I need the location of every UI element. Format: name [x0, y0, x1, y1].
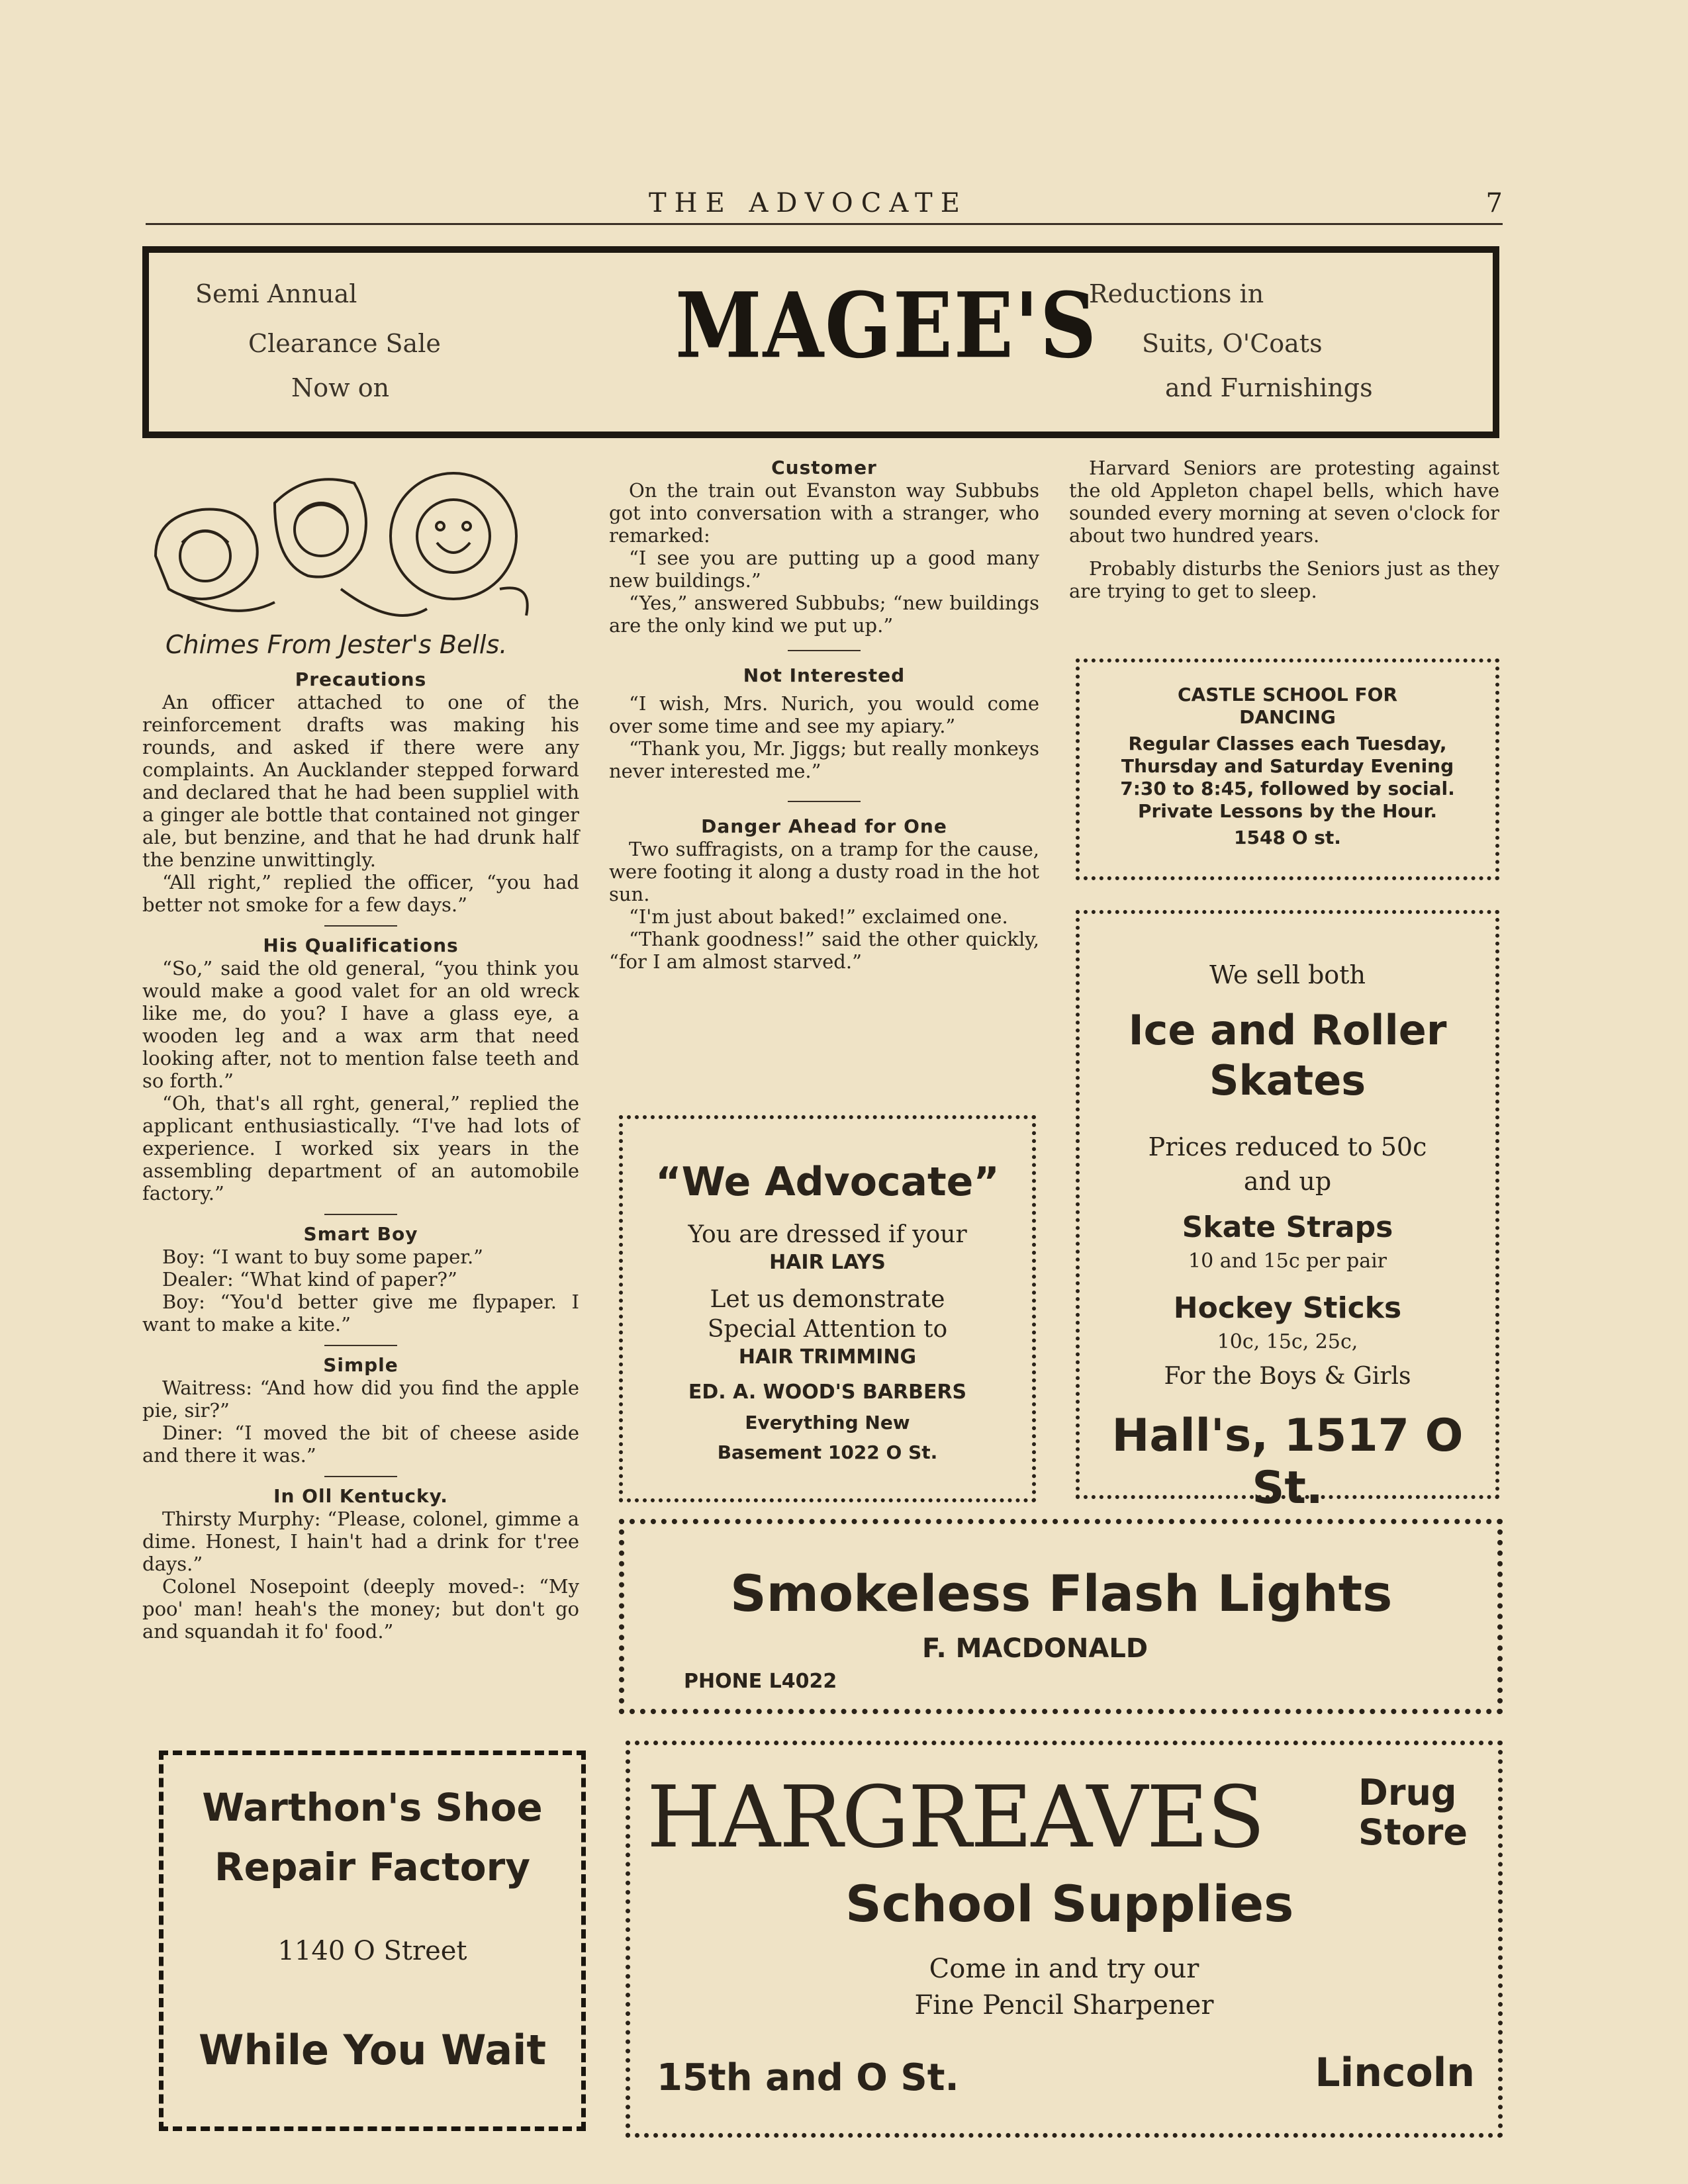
column-1: [142, 668, 579, 1643]
wood-line-7: Everything New: [745, 1412, 910, 1433]
qualifications-heading: His Qualifications: [263, 934, 459, 956]
halls-intro: We sell both: [1209, 960, 1366, 989]
castle-line-4: Private Lessons by the Hour.: [1137, 800, 1438, 822]
smart-boy-line-2: Dealer: “What kind of paper?”: [162, 1268, 457, 1291]
castle-school-ad: [1076, 659, 1499, 880]
castle-title-2: DANCING: [1239, 706, 1336, 728]
castle-line-3: 7:30 to 8:45, followed by social.: [1120, 778, 1455, 799]
castle-title-1: CASTLE SCHOOL FOR: [1177, 684, 1398, 705]
qualifications-p2: “Oh, that's all rght, general,” replied the applicant enthusiastically. “I've had lots of experience. I worked six years in the assembling department of an automobile factory.”: [142, 1092, 579, 1205]
warthon-line-1: Warthon's Shoe: [202, 1785, 543, 1830]
warthon-line-3: While You Wait: [198, 2026, 547, 2074]
page-number: 7: [1485, 188, 1503, 218]
hargreaves-drug: Drug: [1358, 1772, 1457, 1813]
magee-left-line-1: Semi Annual: [195, 279, 357, 308]
warthon-shoe-ad: [159, 1751, 586, 2131]
smart-boy-heading: Smart Boy: [303, 1223, 418, 1245]
hargreaves-address: 15th and O St.: [657, 2056, 959, 2099]
jester-bells-illustration: [142, 457, 539, 668]
magee-logo: MAGEE'S: [675, 272, 1098, 379]
flash-phone: PHONE L4022: [684, 1670, 837, 1693]
divider: [324, 1345, 397, 1346]
divider: [324, 925, 397, 927]
halls-headline-1: Ice and Roller: [1128, 1006, 1447, 1054]
halls-price-2: and up: [1243, 1167, 1332, 1196]
wood-barbers-ad: [619, 1115, 1036, 1502]
customer-p1: On the train out Evanston way Subbubs got into conversation with a stranger, who remarked:: [609, 479, 1039, 547]
wood-line-6: ED. A. WOOD'S BARBERS: [688, 1381, 967, 1404]
castle-line-2: Thursday and Saturday Evening: [1121, 755, 1454, 777]
hargreaves-store: Store: [1358, 1811, 1468, 1853]
wood-line-1: You are dressed if your: [688, 1221, 967, 1248]
hargreaves-supplies: School Supplies: [845, 1874, 1294, 1933]
magee-left-line-2: Clearance Sale: [248, 329, 441, 358]
halls-for: For the Boys & Girls: [1164, 1363, 1411, 1390]
danger-p3: “Thank goodness!” said the other quickly, “for I am almost starved.”: [609, 928, 1039, 973]
magee-right-line-3: and Furnishings: [1165, 373, 1373, 402]
halls-straps: Skate Straps: [1182, 1210, 1393, 1244]
flash-lights-ad: [619, 1519, 1503, 1714]
divider: [324, 1214, 397, 1215]
divider: [788, 801, 861, 802]
danger-heading: Danger Ahead for One: [701, 815, 947, 837]
customer-p2: “I see you are putting up a good many new buildings.”: [609, 547, 1039, 592]
precautions-p2: “All right,” replied the officer, “you had better not smoke for a few days.”: [142, 871, 579, 916]
danger-p2: “I'm just about baked!” exclaimed one.: [629, 905, 1008, 928]
castle-line-1: Regular Classes each Tuesday,: [1128, 733, 1447, 754]
harvard-p1: Harvard Seniors are protesting against the old Appleton chapel bells, which have sounded every morning at seven o'clock for about two hundred years.: [1069, 457, 1499, 547]
kentucky-heading: In Oll Kentucky.: [273, 1485, 448, 1507]
column-2: [609, 457, 1039, 973]
bells-drawing: [142, 457, 539, 635]
kentucky-p2: Colonel Nosepoint (deeply moved-: “My poo' man! heah's the money; but don't go and squandah it fo' food.”: [142, 1575, 579, 1643]
precautions-heading: Precautions: [295, 668, 427, 690]
magee-ad: [142, 246, 1499, 438]
halls-straps-price: 10 and 15c per pair: [1188, 1250, 1387, 1273]
wood-line-5: HAIR TRIMMING: [738, 1345, 917, 1369]
divider: [324, 1476, 397, 1477]
halls-address: Hall's, 1517 O St.: [1111, 1410, 1464, 1514]
customer-heading: Customer: [771, 457, 877, 478]
hargreaves-line-1: Come in and try our: [929, 1954, 1199, 1984]
hargreaves-name: HARGREAVES: [647, 1768, 1264, 1867]
magee-right-line-1: Reductions in: [1089, 279, 1264, 308]
halls-price-1: Prices reduced to 50c: [1148, 1132, 1427, 1161]
hargreaves-ad: [626, 1741, 1503, 2138]
wood-line-3: Let us demonstrate: [710, 1286, 945, 1313]
halls-sticks-price: 10c, 15c, 25c,: [1217, 1330, 1358, 1353]
running-head: [146, 185, 1503, 225]
warthon-address: 1140 O Street: [277, 1936, 467, 1966]
smart-boy-line-3: Boy: “You'd better give me flypaper. I want to make a kite.”: [142, 1291, 579, 1336]
halls-headline-2: Skates: [1209, 1056, 1366, 1105]
not-interested-p2: “Thank you, Mr. Jiggs; but really monkeys never interested me.”: [609, 737, 1039, 782]
magee-right-line-2: Suits, O'Coats: [1142, 329, 1323, 358]
wood-line-2: HAIR LAYS: [769, 1251, 886, 1274]
publication-title: THE ADVOCATE: [649, 188, 968, 218]
danger-p1: Two suffragists, on a tramp for the cause, were footing it along a dusty road in the hot sun.: [609, 838, 1039, 905]
not-interested-p1: “I wish, Mrs. Nurich, you would come over some time and see my apiary.”: [609, 692, 1039, 737]
halls-skates-ad: [1076, 910, 1499, 1514]
harvard-p2: Probably disturbs the Seniors just as they are trying to get to sleep.: [1069, 557, 1499, 602]
halls-sticks: Hockey Sticks: [1173, 1291, 1402, 1325]
illustration-caption: Chimes From Jester's Bells.: [165, 630, 508, 659]
kentucky-p1: Thirsty Murphy: “Please, colonel, gimme a dime. Honest, I hain't had a drink for t'ree days.”: [142, 1508, 579, 1575]
simple-line-1: Waitress: “And how did you find the apple pie, sir?”: [142, 1377, 579, 1422]
magee-left-line-3: Now on: [291, 373, 390, 402]
customer-p3: “Yes,” answered Subbubs; “new buildings are the only kind we put up.”: [609, 592, 1039, 637]
simple-line-2: Diner: “I moved the bit of cheese aside and there it was.”: [142, 1422, 579, 1467]
wood-line-4: Special Attention to: [707, 1316, 948, 1343]
divider: [788, 650, 861, 651]
not-interested-heading: Not Interested: [743, 664, 906, 686]
hargreaves-city: Lincoln: [1315, 2050, 1475, 2096]
simple-heading: Simple: [323, 1354, 399, 1376]
column-3: [1069, 457, 1499, 602]
wood-line-8: Basement 1022 O St.: [717, 1441, 938, 1463]
wood-headline: “We Advocate”: [655, 1159, 1000, 1205]
smart-boy-line-1: Boy: “I want to buy some paper.”: [162, 1246, 483, 1268]
qualifications-p1: “So,” said the old general, “you think you would make a good valet for an old wreck like me, do you? I have a glass eye, a wooden leg and a wax arm that need looking after, not to mention false teeth and so forth.”: [142, 957, 579, 1092]
hargreaves-line-2: Fine Pencil Sharpener: [914, 1990, 1214, 2021]
precautions-p1: An officer attached to one of the reinforcement drafts was making his rounds, and asked if there were any complaints. An Aucklander stepped forward and declared that he had been suppliel with a ginger ale bottle that contained not ginger ale, but benzine, and that he had drunk half the benzine unwittingly.: [142, 691, 579, 871]
flash-headline: Smokeless Flash Lights: [730, 1564, 1393, 1623]
warthon-line-2: Repair Factory: [214, 1844, 531, 1889]
flash-name: F. MACDONALD: [922, 1633, 1149, 1664]
castle-line-5: 1548 O st.: [1234, 827, 1341, 848]
